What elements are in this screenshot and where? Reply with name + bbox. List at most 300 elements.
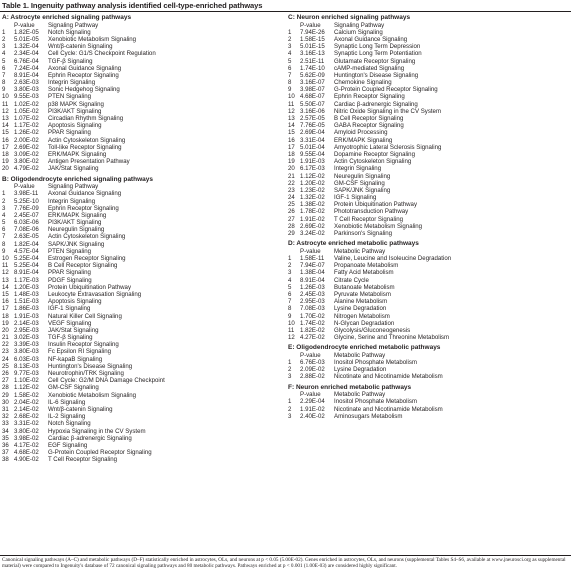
row-number: 8: [288, 305, 292, 313]
p-value: 1.23E-02: [300, 186, 325, 194]
row-number: 35: [2, 434, 9, 442]
table-row: [2, 284, 282, 291]
row-number: 6: [2, 64, 6, 72]
p-value: 2.14E-02: [14, 405, 39, 413]
p-value: 1.07E-02: [14, 115, 39, 123]
pathway-name: TGF-β Signaling: [48, 57, 93, 65]
pathway-name: SAPK/JNK Signaling: [334, 186, 391, 194]
p-value: 1.32E-02: [300, 194, 325, 202]
table-row: [288, 72, 569, 79]
pathway-name: Cell Cycle: G2/M DNA Damage Checkpoint: [48, 377, 165, 385]
p-value: 7.08E-06: [14, 226, 39, 234]
pathway-name: Sonic Hedgehog Signaling: [48, 86, 120, 94]
p-value: 4.79E-02: [14, 165, 39, 173]
table-row: [2, 233, 282, 240]
pathway-name: Integrin Signaling: [334, 165, 382, 173]
row-number: 18: [2, 312, 9, 320]
row-number: 37: [2, 449, 9, 457]
left-column: [2, 14, 282, 463]
row-number: 15: [2, 290, 9, 298]
row-number: 1: [288, 28, 292, 36]
table-row: [288, 93, 569, 100]
table-row: [288, 327, 569, 334]
p-value: 1.20E-02: [300, 179, 325, 187]
pathway-name: Protein Ubiquitination Pathway: [48, 283, 131, 291]
table-row: [288, 101, 569, 108]
p-value: 1.58E-15: [300, 35, 325, 43]
pathway-name: G-Protein Coupled Receptor Signaling: [334, 86, 438, 94]
table-row: [288, 334, 569, 341]
row-number: 14: [2, 283, 9, 291]
table-row: [288, 305, 569, 312]
table-row: [288, 366, 569, 373]
table-row: [288, 144, 569, 151]
pathway-name: IL-6 Signaling: [48, 398, 86, 406]
pathway-name: GM-CSF Signaling: [48, 384, 99, 392]
p-value: 1.12E-02: [300, 172, 325, 180]
table-section: [288, 14, 569, 237]
p-value: 2.68E-02: [14, 413, 39, 421]
p-value: 1.82E-04: [14, 240, 39, 248]
pathway-header: Metabolic Pathway: [334, 391, 386, 399]
p-value: 6.76E-04: [14, 57, 39, 65]
p-value: 2.45E-03: [300, 290, 325, 298]
pathway-name: VEGF Signaling: [48, 319, 92, 327]
p-value: 1.91E-03: [300, 158, 325, 166]
p-value: 2.57E-05: [300, 115, 325, 123]
row-number: 5: [288, 57, 292, 65]
row-number: 1: [288, 359, 292, 367]
row-number: 2: [288, 35, 292, 43]
pathway-name: Circadian Rhythm Signaling: [48, 115, 124, 123]
column-header-row: [2, 22, 282, 29]
pathway-name: Notch Signaling: [48, 420, 91, 428]
pathway-name: Ephrin Receptor Signaling: [334, 93, 405, 101]
table-row: [2, 36, 282, 43]
right-column: [288, 14, 569, 420]
table-row: [288, 36, 569, 43]
pathway-name: Dopamine Receptor Signaling: [334, 150, 415, 158]
pathway-name: Amyloid Processing: [334, 129, 388, 137]
p-value: 3.39E-03: [14, 341, 39, 349]
table-row: [2, 190, 282, 197]
table-row: [2, 356, 282, 363]
row-number: 14: [2, 122, 9, 130]
pathway-name: Synaptic Long Term Potentiation: [334, 50, 422, 58]
p-value: 1.48E-03: [14, 290, 39, 298]
pathway-name: ERK/MAPK Signaling: [48, 150, 107, 158]
pathway-header: Signaling Pathway: [48, 21, 99, 29]
table-section: [2, 14, 282, 173]
p-value: 2.34E-04: [14, 50, 39, 58]
pathway-name: PTEN Signaling: [48, 93, 92, 101]
pathway-name: Lysine Degradation: [334, 366, 387, 374]
pathway-name: Chemokine Signaling: [334, 79, 392, 87]
table-row: [2, 129, 282, 136]
row-number: 23: [2, 348, 9, 356]
p-value: 1.17E-02: [14, 122, 39, 130]
p-value: 1.38E-02: [300, 201, 325, 209]
column-header-row: [288, 22, 569, 29]
pathway-name: Natural Killer Cell Signaling: [48, 312, 122, 320]
table-row: [2, 151, 282, 158]
pathway-name: JAK/Stat Signaling: [48, 326, 99, 334]
table-row: [2, 198, 282, 205]
table-title: Table 1. Ingenuity pathway analysis identified cell-type-enriched pathways: [2, 1, 263, 10]
table-row: [288, 262, 569, 269]
row-number: 6: [2, 226, 6, 234]
table-row: [2, 205, 282, 212]
pathway-name: ERK/MAPK Signaling: [48, 211, 107, 219]
row-number: 26: [2, 370, 9, 377]
table-footnote: Canonical signaling pathways (A–C) and metabolic pathways (D–F) statistically enriched in astrocytes, OLs, and neurons at p < 0.05 (5.00E-02). Genes enriched in astrocytes, OLs, and neurons (supplemental Tables S4–S6, available at www.jneurosci.org as supplemental material) were compared to Ingenuity's database of 72 canonical signaling pathways and 80 metabolic pathways. Pathways enriched at p < 0.001 (1.00E-03) are considered highly significant.: [2, 557, 566, 570]
pathway-name: Protein Ubiquitination Pathway: [334, 201, 417, 209]
pathway-name: Citrate Cycle: [334, 276, 369, 284]
section-title: D: Astrocyte enriched metabolic pathways: [288, 240, 419, 248]
table-row: [2, 341, 282, 348]
pathway-name: Integrin Signaling: [48, 79, 96, 87]
table-row: [2, 93, 282, 100]
p-value: 2.63E-03: [14, 79, 39, 87]
pathway-name: Axonal Guidance Signaling: [48, 190, 122, 198]
p-value: 1.17E-03: [14, 276, 39, 284]
row-number: 4: [2, 50, 6, 58]
row-number: 15: [288, 129, 295, 137]
table-row: [288, 269, 569, 276]
table-row: [288, 359, 569, 366]
row-number: 10: [2, 93, 9, 101]
p-value: 1.86E-03: [14, 305, 39, 313]
pathway-name: Neuregulin Signaling: [334, 172, 391, 180]
pathway-name: Inositol Phosphate Metabolism: [334, 398, 417, 406]
pathway-name: Propanoate Metabolism: [334, 262, 399, 270]
pathway-name: Nitric Oxide Signaling in the CV System: [334, 107, 442, 115]
row-number: 25: [2, 362, 9, 370]
p-value: 6.03E-06: [14, 219, 39, 227]
table-row: [2, 144, 282, 151]
pathway-name: IL-2 Signaling: [48, 413, 86, 421]
row-number: 9: [2, 86, 6, 94]
pathway-name: Butanoate Metabolism: [334, 283, 395, 291]
p-value: 7.24E-04: [14, 64, 39, 72]
pathway-name: Ephrin Receptor Signaling: [48, 71, 119, 79]
table-row: [2, 101, 282, 108]
table-row: [288, 373, 569, 380]
row-number: 3: [288, 373, 292, 381]
row-number: 26: [288, 208, 295, 216]
pathway-name: Actin Cytoskeleton Signaling: [334, 158, 412, 166]
table-row: [2, 219, 282, 226]
row-number: 4: [2, 211, 6, 219]
table-row: [2, 392, 282, 399]
p-value: 1.78E-02: [300, 208, 325, 216]
pathway-header: Metabolic Pathway: [334, 247, 386, 255]
pathway-name: G-Protein Coupled Receptor Signaling: [48, 449, 152, 457]
table-row: [2, 248, 282, 255]
p-value: 3.16E-07: [300, 79, 325, 87]
table-row: [288, 43, 569, 50]
row-number: 19: [2, 319, 9, 327]
p-value: 7.76E-05: [300, 122, 325, 130]
table-row: [288, 208, 569, 215]
table-row: [288, 277, 569, 284]
pathway-name: Wnt/β-catenin Signaling: [48, 43, 113, 51]
table-row: [2, 29, 282, 36]
row-number: 11: [288, 326, 295, 334]
pathway-name: Glutamate Receptor Signaling: [334, 57, 416, 65]
row-number: 2: [288, 366, 292, 374]
table-row: [2, 413, 282, 420]
table-row: [2, 384, 282, 391]
row-number: 14: [288, 122, 295, 130]
p-value: 7.94E-26: [300, 28, 325, 36]
row-number: 2: [2, 197, 6, 205]
pathway-name: PI3K/AKT Signaling: [48, 107, 102, 115]
pvalue-header: P-value: [14, 21, 35, 29]
table-row: [2, 291, 282, 298]
row-number: 7: [2, 71, 6, 79]
row-number: 29: [288, 230, 295, 238]
pathway-name: JAK/Stat Signaling: [48, 165, 99, 173]
pathway-name: Fatty Acid Metabolism: [334, 269, 394, 277]
column-header-row: [2, 183, 282, 190]
p-value: 1.82E-05: [14, 28, 39, 36]
table-row: [2, 65, 282, 72]
row-number: 20: [2, 165, 9, 173]
p-value: 3.31E-02: [14, 420, 39, 428]
p-value: 2.95E-03: [14, 326, 39, 334]
p-value: 1.82E-02: [300, 326, 325, 334]
table-row: [2, 165, 282, 172]
pathway-name: Neuregulin Signaling: [48, 226, 105, 234]
pathway-name: Xenobiotic Metabolism Signaling: [48, 35, 137, 43]
p-value: 1.51E-03: [14, 298, 39, 306]
pathway-name: Phototransduction Pathway: [334, 208, 409, 216]
table-row: [2, 58, 282, 65]
row-number: 10: [2, 255, 9, 262]
row-number: 30: [2, 398, 9, 406]
table-row: [2, 86, 282, 93]
row-number: 17: [288, 143, 295, 151]
table-row: [2, 108, 282, 115]
p-value: 3.31E-04: [300, 136, 325, 144]
p-value: 1.20E-03: [14, 283, 39, 291]
pathway-name: PPAR Signaling: [48, 269, 91, 277]
table-row: [288, 108, 569, 115]
p-value: 5.62E-09: [300, 71, 325, 79]
pvalue-header: P-value: [300, 21, 321, 29]
p-value: 3.98E-11: [14, 190, 39, 198]
pathway-name: Valine, Leucine and Isoleucine Degradation: [334, 255, 452, 262]
row-number: 20: [288, 165, 295, 173]
table-row: [2, 277, 282, 284]
table-row: [2, 298, 282, 305]
p-value: 8.13E-03: [14, 362, 39, 370]
p-value: 5.25E-04: [14, 262, 39, 270]
pathway-header: Metabolic Pathway: [334, 351, 386, 359]
p-value: 7.76E-09: [14, 204, 39, 212]
pathway-name: Alanine Metabolism: [334, 298, 388, 306]
pathway-name: TGF-β Signaling: [48, 334, 93, 342]
p-value: 3.98E-02: [14, 434, 39, 442]
row-number: 10: [288, 319, 295, 327]
p-value: 4.17E-02: [14, 441, 39, 449]
p-value: 1.05E-02: [14, 107, 39, 115]
pathway-name: Actin Cytoskeleton Signaling: [48, 136, 126, 144]
pathway-name: Cardiac β-adrenergic Signaling: [48, 434, 132, 442]
pathway-header: Signaling Pathway: [48, 183, 99, 191]
pathway-name: B Cell Receptor Signaling: [334, 115, 404, 123]
p-value: 1.74E-02: [300, 319, 325, 327]
pathway-name: Toll-like Receptor Signaling: [48, 143, 122, 151]
table-section: [2, 176, 282, 464]
row-number: 13: [2, 115, 9, 123]
p-value: 5.25E-04: [14, 255, 39, 262]
p-value: 2.51E-11: [300, 57, 325, 65]
row-number: 12: [2, 107, 9, 115]
table-row: [288, 413, 569, 420]
p-value: 3.16E-06: [300, 107, 325, 115]
table-row: [288, 165, 569, 172]
p-value: 4.27E-02: [300, 334, 325, 342]
row-number: 16: [2, 298, 9, 306]
p-value: 7.94E-07: [300, 262, 325, 270]
p-value: 8.91E-04: [300, 276, 325, 284]
pathway-name: Insulin Receptor Signaling: [48, 341, 119, 349]
row-number: 16: [288, 136, 295, 144]
table-row: [288, 158, 569, 165]
row-number: 21: [2, 334, 9, 342]
column-header-row: [288, 391, 569, 398]
pathway-name: Pyruvate Metabolism: [334, 290, 391, 298]
pathway-name: Parkinson's Signaling: [334, 230, 393, 238]
section-title: B: Oligodendrocyte enriched signaling pathways: [2, 175, 153, 183]
p-value: 2.88E-02: [300, 373, 325, 381]
pathway-name: Inositol Phosphate Metabolism: [334, 359, 417, 367]
p-value: 6.76E-03: [300, 359, 325, 367]
table-row: [2, 313, 282, 320]
row-number: 4: [288, 276, 292, 284]
row-number: 6: [288, 64, 292, 72]
row-number: 3: [288, 43, 292, 51]
pathway-name: Glycine, Serine and Threonine Metabolism: [334, 334, 450, 342]
p-value: 2.95E-03: [300, 298, 325, 306]
p-value: 5.50E-07: [300, 100, 325, 108]
p-value: 3.16E-13: [300, 50, 325, 58]
row-number: 24: [288, 194, 295, 202]
table-row: [288, 194, 569, 201]
pathway-name: Notch Signaling: [48, 28, 91, 36]
row-number: 2: [2, 35, 6, 43]
pathway-name: Estrogen Receptor Signaling: [48, 255, 126, 262]
pathway-name: Xenobiotic Metabolism Signaling: [334, 222, 423, 230]
row-number: 7: [2, 233, 6, 241]
pathway-name: SAPK/JNK Signaling: [48, 240, 105, 248]
table-row: [2, 435, 282, 442]
row-number: 2: [288, 405, 292, 413]
p-value: 2.04E-02: [14, 398, 39, 406]
pathway-name: Lysine Degradation: [334, 305, 387, 313]
pathway-name: IGF-1 Signaling: [48, 305, 91, 313]
pathway-name: Integrin Signaling: [48, 197, 96, 205]
table-row: [2, 43, 282, 50]
pathway-name: T Cell Receptor Signaling: [334, 215, 403, 223]
row-number: 17: [2, 143, 9, 151]
row-number: 11: [288, 100, 295, 108]
row-number: 5: [288, 283, 292, 291]
table-row: [2, 449, 282, 456]
table-row: [288, 230, 569, 237]
row-number: 36: [2, 441, 9, 449]
pathway-name: Xenobiotic Metabolism Signaling: [48, 391, 137, 399]
p-value: 3.98E-07: [300, 86, 325, 94]
table-row: [288, 86, 569, 93]
table-row: [2, 377, 282, 384]
p-value: 3.09E-02: [14, 150, 39, 158]
table-row: [2, 255, 282, 262]
row-number: 9: [288, 312, 292, 320]
row-number: 25: [288, 201, 295, 209]
table-row: [2, 226, 282, 233]
pathway-name: Aminosugars Metabolism: [334, 412, 403, 420]
p-value: 8.91E-04: [14, 269, 39, 277]
row-number: 8: [2, 79, 6, 87]
pvalue-header: P-value: [300, 391, 321, 399]
p-value: 5.25E-10: [14, 197, 39, 205]
table-row: [288, 216, 569, 223]
section-title: C: Neuron enriched signaling pathways: [288, 14, 411, 21]
row-number: 34: [2, 427, 9, 435]
row-number: 4: [288, 50, 292, 58]
pathway-name: PTEN Signaling: [48, 247, 92, 255]
p-value: 3.80E-03: [14, 348, 39, 356]
row-number: 29: [2, 391, 9, 399]
row-number: 13: [288, 115, 295, 123]
table-row: [2, 327, 282, 334]
p-value: 2.14E-03: [14, 319, 39, 327]
row-number: 38: [2, 456, 9, 464]
pathway-name: Axonal Guidance Signaling: [48, 64, 122, 72]
row-number: 2: [288, 262, 292, 270]
table-section: [288, 384, 569, 420]
pathway-name: Antigen Presentation Pathway: [48, 158, 130, 166]
p-value: 3.24E-02: [300, 230, 325, 238]
row-number: 21: [288, 172, 295, 180]
pathway-name: Calcium Signaling: [334, 28, 383, 36]
p-value: 1.91E-03: [14, 312, 39, 320]
pathway-name: Hypoxia Signaling in the CV System: [48, 427, 146, 435]
pathway-name: PPAR Signaling: [48, 129, 91, 137]
pathway-name: Synaptic Long Term Depression: [334, 43, 421, 51]
pathway-name: Huntington's Disease Signaling: [48, 362, 133, 370]
bottom-rule: [0, 555, 571, 556]
table-row: [2, 241, 282, 248]
p-value: 6.03E-03: [14, 355, 39, 363]
pathway-header: Signaling Pathway: [334, 21, 385, 29]
p-value: 8.91E-04: [14, 71, 39, 79]
table-row: [288, 137, 569, 144]
p-value: 5.01E-15: [300, 43, 325, 51]
table-row: [2, 122, 282, 129]
row-number: 1: [288, 255, 292, 262]
section-title: A: Astrocyte enriched signaling pathways: [2, 14, 132, 21]
row-number: 16: [2, 136, 9, 144]
p-value: 3.80E-03: [14, 86, 39, 94]
table-row: [2, 50, 282, 57]
pathway-name: PDGF Signaling: [48, 276, 92, 284]
row-number: 27: [2, 377, 9, 385]
row-number: 19: [288, 158, 295, 166]
